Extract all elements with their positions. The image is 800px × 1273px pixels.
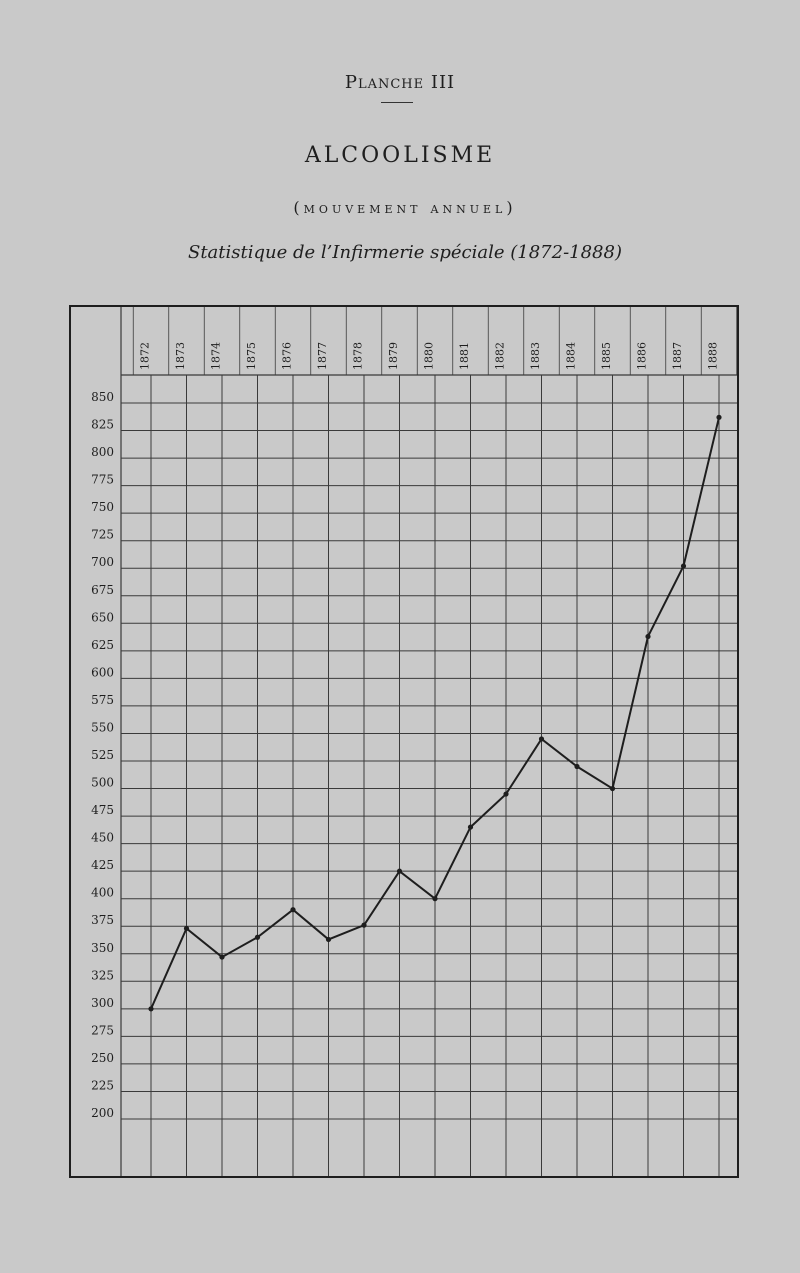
plate-label: Planche III [344, 72, 456, 93]
x-tick-label: 1873 [174, 342, 187, 370]
y-tick-label: 375 [91, 913, 114, 928]
data-point [539, 736, 544, 741]
data-point [219, 954, 224, 959]
data-point [468, 824, 473, 829]
y-tick-label: 250 [91, 1050, 114, 1065]
y-tick-label: 575 [91, 692, 114, 707]
y-tick-label: 650 [91, 610, 114, 625]
y-tick-label: 325 [91, 968, 114, 983]
data-point [148, 1006, 153, 1011]
y-axis-ticks [91, 390, 114, 1120]
y-tick-label: 675 [91, 582, 114, 597]
x-tick-label: 1872 [138, 342, 152, 370]
x-tick-label: 1882 [493, 342, 507, 370]
data-point [290, 907, 295, 912]
data-point [610, 786, 615, 791]
y-tick-label: 600 [91, 665, 114, 680]
data-point [361, 923, 366, 928]
y-tick-label: 750 [91, 500, 114, 515]
chart-title: ALCOOLISME [304, 143, 496, 168]
data-point [716, 415, 721, 420]
data-point [503, 791, 508, 796]
y-tick-label: 800 [91, 445, 114, 460]
y-tick-label: 225 [91, 1078, 114, 1093]
x-tick-label: 1874 [209, 342, 223, 370]
y-tick-label: 625 [91, 637, 114, 652]
grid [121, 306, 738, 1177]
data-point [681, 563, 686, 568]
y-tick-label: 400 [91, 885, 114, 900]
y-tick-label: 300 [91, 995, 114, 1010]
y-tick-label: 850 [91, 390, 114, 404]
y-tick-label: 275 [91, 1023, 114, 1038]
y-tick-label: 825 [91, 417, 114, 432]
data-point [645, 634, 650, 639]
data-point [184, 926, 189, 931]
y-tick-label: 500 [91, 775, 114, 790]
chart-subtitle: (mouvement annuel) [293, 198, 517, 217]
y-tick-label: 450 [91, 830, 114, 845]
y-tick-label: 475 [91, 803, 114, 818]
x-tick-label: 1884 [564, 342, 578, 370]
x-tick-label: 1881 [458, 342, 471, 370]
x-tick-label: 1878 [351, 342, 365, 370]
y-tick-label: 425 [91, 858, 114, 873]
statistic-caption: Statistique de l’Infirmerie spéciale (1872-1888) [187, 242, 622, 263]
chart-frame [70, 306, 738, 1177]
y-tick-label: 525 [91, 748, 114, 762]
data-point [574, 764, 579, 769]
x-tick-label: 1875 [245, 342, 258, 370]
x-tick-label: 1880 [422, 342, 436, 370]
x-tick-label: 1876 [280, 342, 294, 370]
x-tick-label: 1888 [706, 342, 720, 370]
data-point [432, 896, 437, 901]
data-point [326, 937, 331, 942]
x-axis-ticks [139, 342, 720, 370]
x-tick-label: 1879 [387, 342, 400, 370]
y-tick-label: 775 [91, 472, 114, 487]
y-tick-label: 550 [91, 720, 114, 735]
y-tick-label: 350 [91, 940, 114, 955]
data-point [255, 935, 260, 940]
y-tick-label: 200 [91, 1106, 114, 1120]
y-tick-label: 700 [91, 555, 114, 570]
x-tick-label: 1887 [671, 342, 684, 370]
x-tick-label: 1886 [635, 342, 649, 370]
x-tick-label: 1877 [316, 342, 329, 370]
x-tick-label: 1883 [529, 342, 542, 370]
y-tick-label: 725 [91, 527, 114, 542]
x-tick-label: 1885 [600, 342, 613, 370]
data-point [397, 869, 402, 874]
